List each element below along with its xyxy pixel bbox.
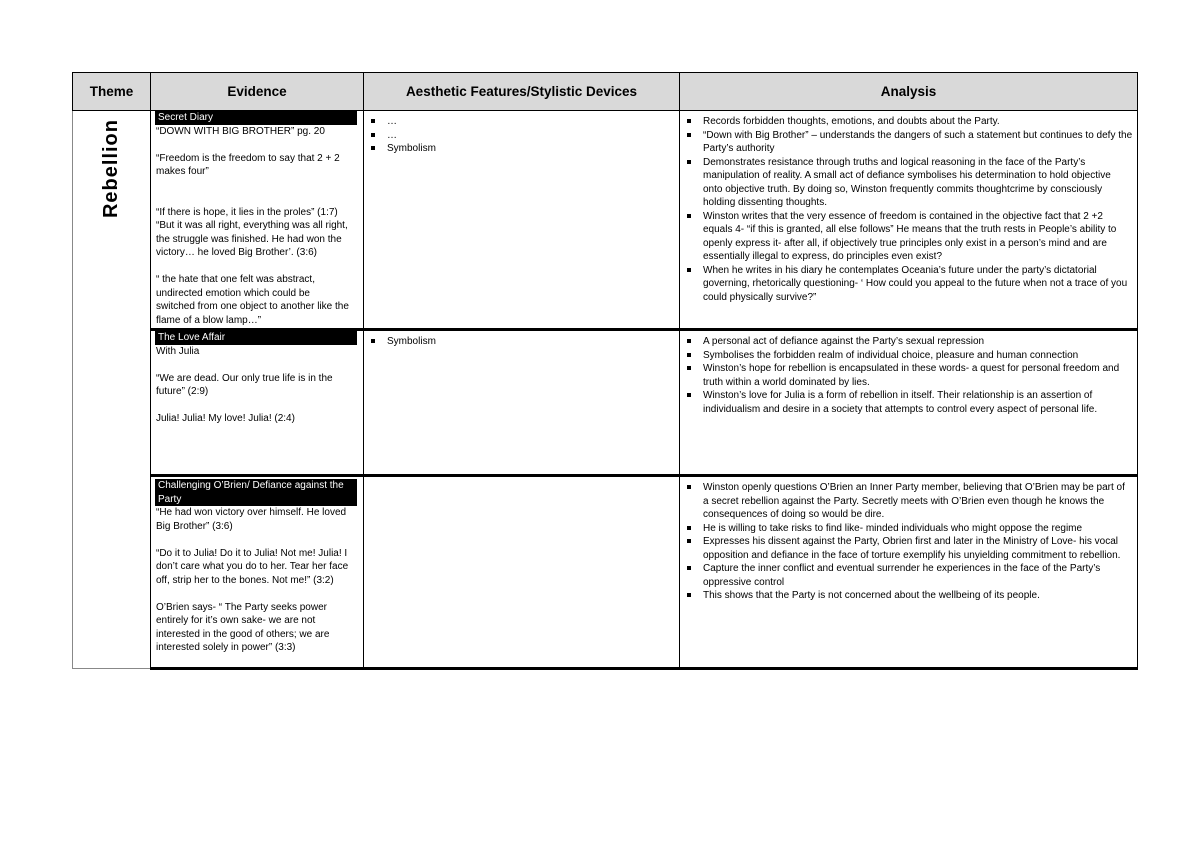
evidence-text: With Julia “We are dead. Our only true life is in the future” (2:9) Julia! Julia! My love! Julia! (2:4) bbox=[156, 345, 333, 424]
analysis-item: “Down with Big Brother” – understands the dangers of such a statement but continues to defy the Party’s authority bbox=[687, 129, 1133, 156]
stylistic-item: … bbox=[371, 129, 675, 143]
evidence-text: “He had won victory over himself. He loved Big Brother” (3:6) “Do it to Julia! Do it to Julia! Not me! Julia! I don’t care what you do to her. Tear her face off, strip her to the bones. Not me!” (3:2) O’Brien says- “ The Party seeks power entirely for it’s own sake- we are not interested in the good of others; we are interested solely in power” (3:3) bbox=[156, 507, 349, 653]
table-row bbox=[73, 111, 1138, 330]
evidence-subheading: Secret Diary bbox=[155, 111, 357, 125]
stylistic-cell bbox=[364, 476, 680, 669]
header-row bbox=[73, 73, 1138, 111]
analysis-cell bbox=[680, 476, 1138, 669]
analysis-item: Winston’s hope for rebellion is encapsulated in these words- a quest for personal freedom and truth within a world dominated by lies. bbox=[687, 362, 1133, 389]
evidence-cell bbox=[151, 330, 364, 476]
header-evidence: Evidence bbox=[151, 73, 364, 111]
analysis-item: When he writes in his diary he contemplates Oceania’s future under the party’s dictatorial governing, rhetorically questioning- ‘ How could you appeal to the future when not a trace of you could physically survive?” bbox=[687, 264, 1133, 305]
analysis-item: Winston’s love for Julia is a form of rebellion in itself. Their relationship is an assertion of individualism and desire in a society that attempts to control every aspect of personal life. bbox=[687, 389, 1133, 416]
table-row bbox=[73, 476, 1138, 669]
header-analysis: Analysis bbox=[680, 73, 1138, 111]
theme-analysis-table bbox=[72, 72, 1138, 670]
analysis-item: Capture the inner conflict and eventual surrender he experiences in the face of the Party’s oppressive control bbox=[687, 562, 1133, 589]
analysis-item: A personal act of defiance against the Party’s sexual repression bbox=[687, 335, 1133, 349]
stylistic-item: … bbox=[371, 115, 675, 129]
analysis-item: He is willing to take risks to find like- minded individuals who might oppose the regime bbox=[687, 522, 1133, 536]
stylistic-item: Symbolism bbox=[371, 142, 675, 156]
theme-label: Rebellion bbox=[100, 119, 122, 219]
stylistic-cell bbox=[364, 111, 680, 330]
analysis-item: Expresses his dissent against the Party, Obrien first and later in the Ministry of Love- his vocal opposition and defiance in the face of torture exemplify his unyielding commitment to rebellion. bbox=[687, 535, 1133, 562]
evidence-cell bbox=[151, 476, 364, 669]
evidence-subheading: The Love Affair bbox=[155, 331, 357, 345]
analysis-item: Demonstrates resistance through truths and logical reasoning in the face of the Party’s manipulation of reality. A small act of defiance symbolises his determination to hold objective onto objective truth. By doing so, Winston frequently commits thoughtcrime by consciously holding dissenting thoughts. bbox=[687, 156, 1133, 210]
analysis-item: Symbolises the forbidden realm of individual choice, pleasure and human connection bbox=[687, 349, 1133, 363]
header-stylistic: Aesthetic Features/Stylistic Devices bbox=[364, 73, 680, 111]
header-theme: Theme bbox=[73, 73, 151, 111]
analysis-cell bbox=[680, 330, 1138, 476]
evidence-text: “DOWN WITH BIG BROTHER” pg. 20 “Freedom is the freedom to say that 2 + 2 makes four” “If there is hope, it lies in the proles” (1:7) “But it was all right, everything was all right, the struggle was finished. He had won the victory… he loved Big Brother’. (3:6) “ the hate that one felt was abstract, undirected emotion which could be switched from one object to another like the flame of a blow lamp…” bbox=[156, 125, 349, 326]
stylistic-item: Symbolism bbox=[371, 335, 675, 349]
evidence-cell bbox=[151, 111, 364, 330]
analysis-item: This shows that the Party is not concerned about the wellbeing of its people. bbox=[687, 589, 1133, 603]
analysis-item: Records forbidden thoughts, emotions, and doubts about the Party. bbox=[687, 115, 1133, 129]
analysis-item: Winston openly questions O’Brien an Inner Party member, believing that O’Brien may be part of a secret rebellion against the Party. Secretly meets with O’Brien even though he knows the consequences of doing so would be dire. bbox=[687, 481, 1133, 522]
stylistic-cell bbox=[364, 330, 680, 476]
evidence-subheading: Challenging O’Brien/ Defiance against the Party bbox=[155, 479, 357, 506]
analysis-cell bbox=[680, 111, 1138, 330]
theme-cell bbox=[73, 111, 151, 669]
analysis-item: Winston writes that the very essence of freedom is contained in the objective fact that 2 +2 equals 4- “if this is granted, all else follows” He means that the truth rests in People’s ability to openly express it- after all, if objectively true principles only exist in a person’s mind and are essentially illegal to express, do principles even exist? bbox=[687, 210, 1133, 264]
table-row bbox=[73, 330, 1138, 476]
